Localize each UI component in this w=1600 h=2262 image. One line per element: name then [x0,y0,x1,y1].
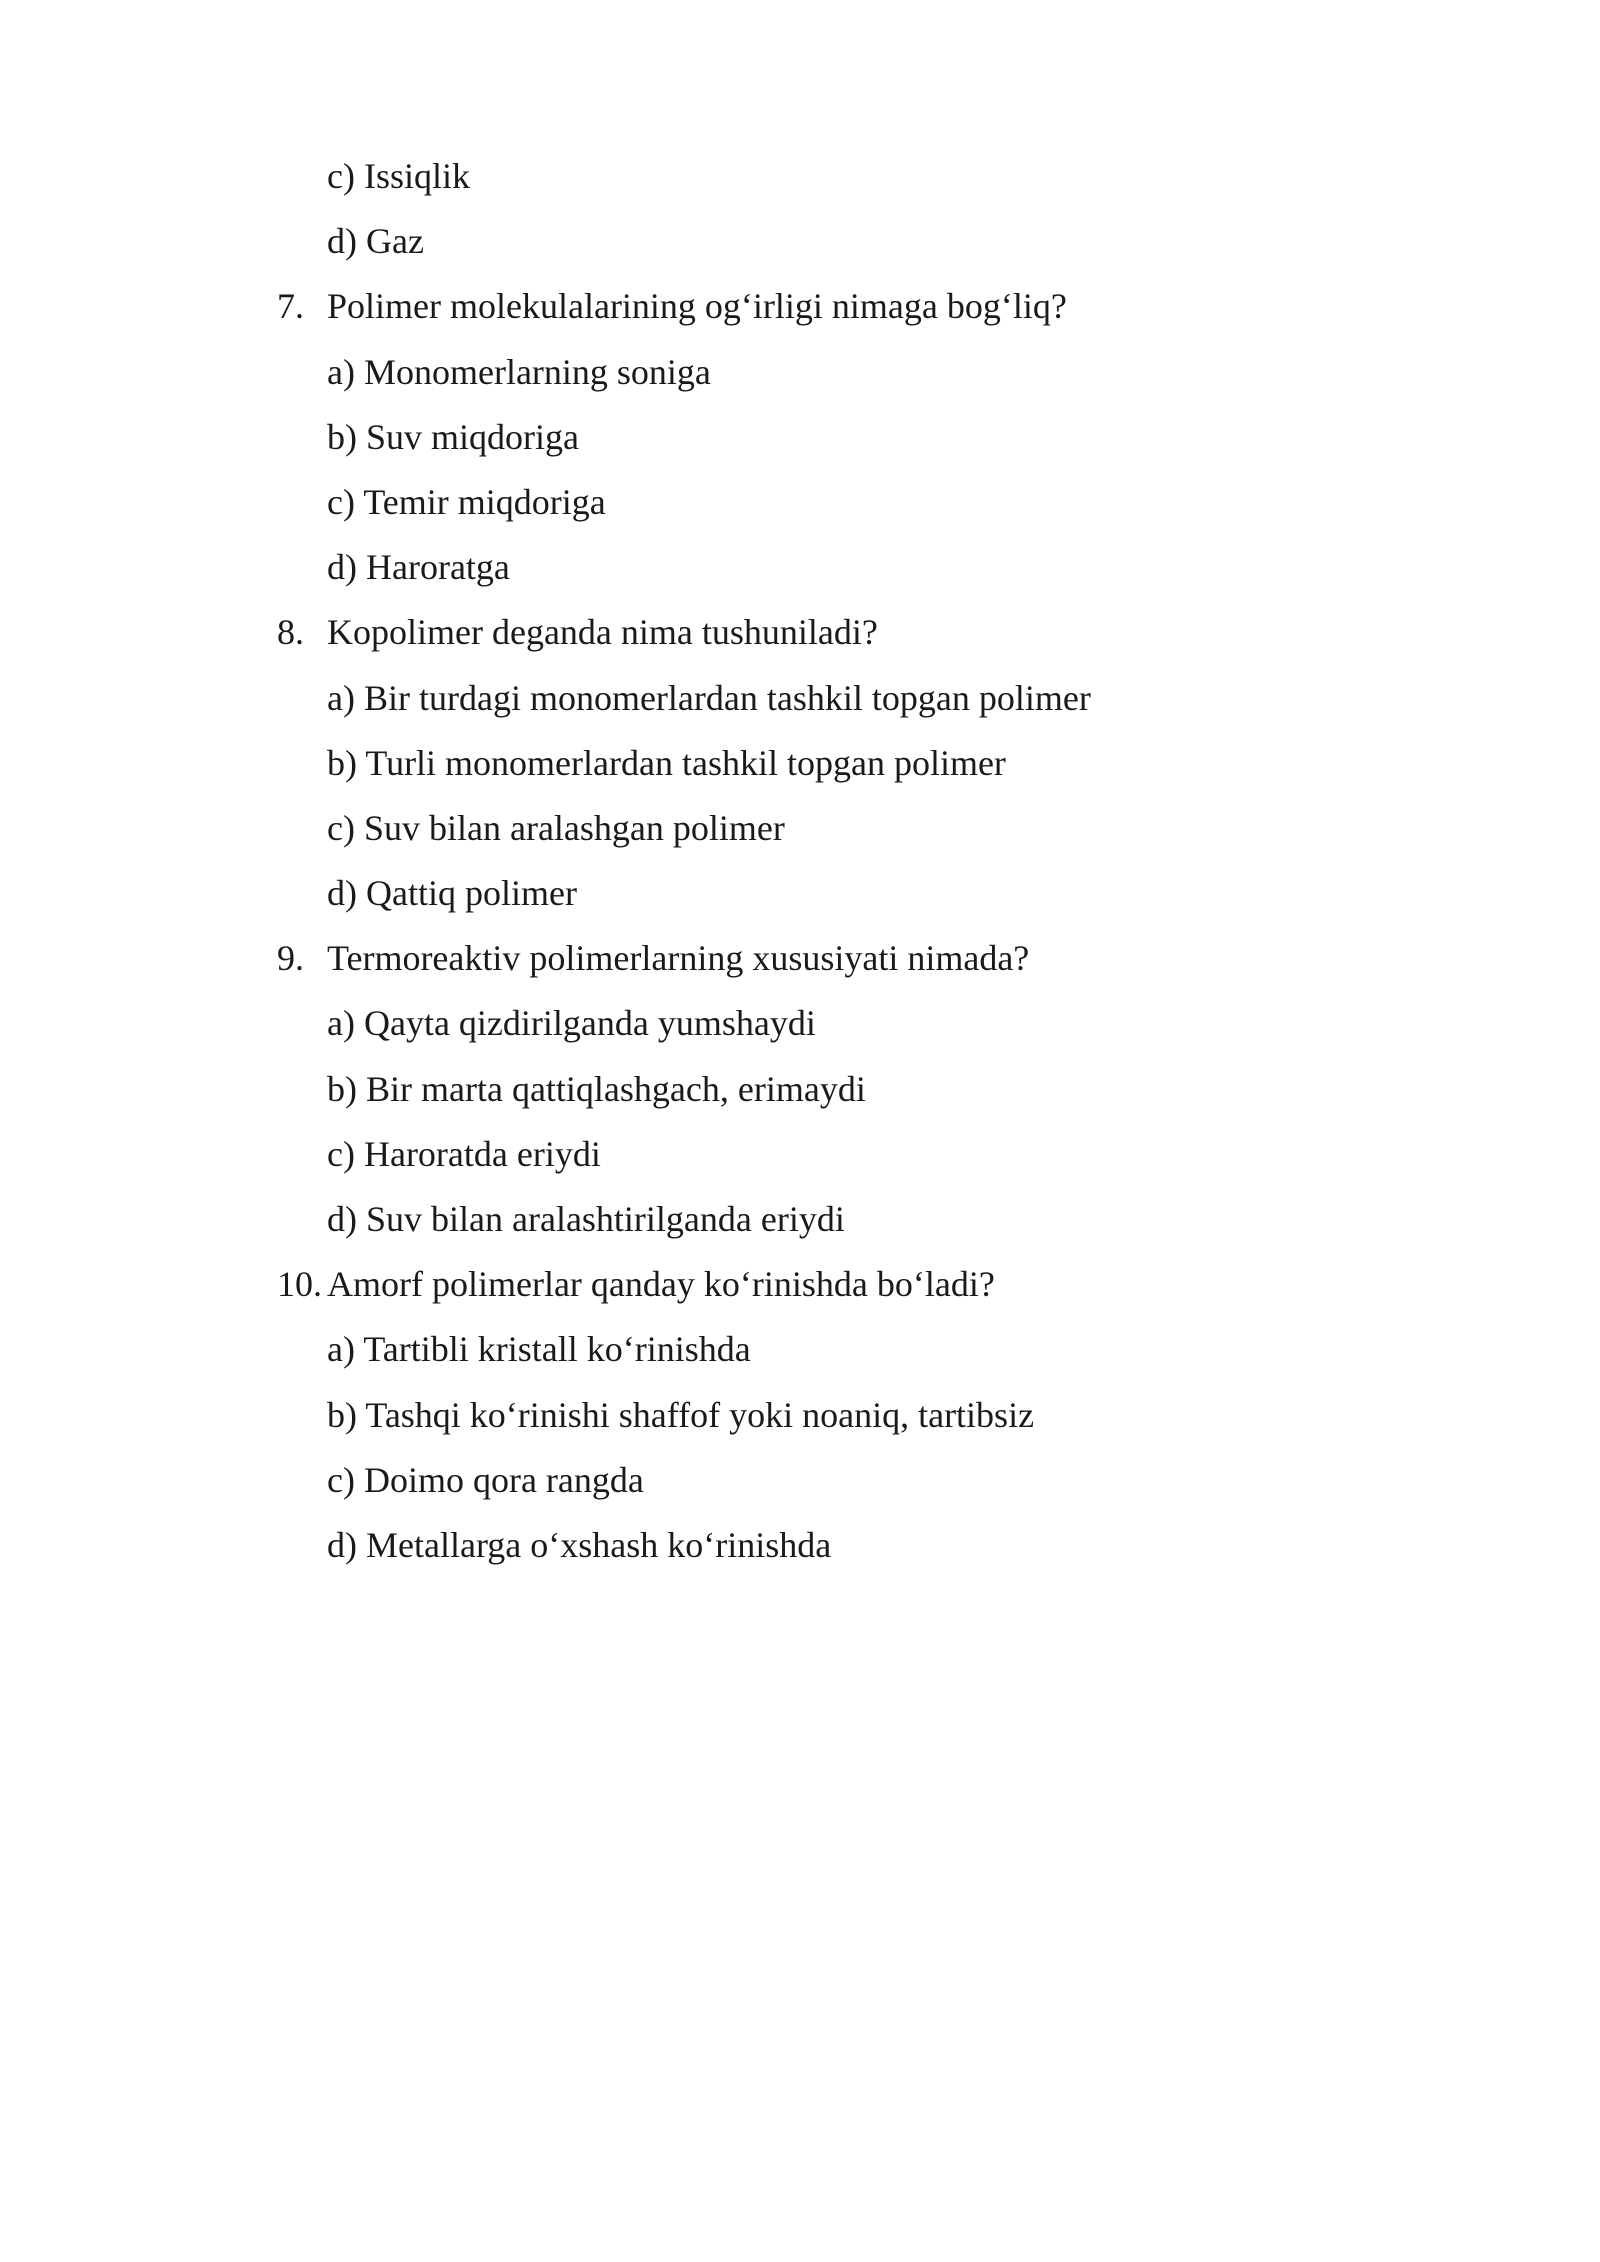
answer-option [0,1193,1600,1258]
question-number: 10. [277,1264,322,1305]
question-text: Polimer molekulalarining og‘irligi nimaga bog‘liq? [327,286,1067,327]
question-10 [0,1258,1600,1323]
answer-option-text: d) Metallarga o‘xshash ko‘rinishda [327,1524,832,1565]
answer-option [0,1519,1600,1584]
answer-option-text: a) Tartibli kristall ko‘rinishda [327,1329,751,1370]
answer-option-text: c) Haroratda eriydi [327,1133,601,1174]
answer-option-text: b) Bir marta qattiqlashgach, erimaydi [327,1068,866,1109]
answer-option-text: d) Qattiq polimer [327,873,577,914]
answer-option-text: d) Haroratga [327,547,510,588]
answer-option-text: b) Suv miqdoriga [327,416,579,457]
answer-option [0,150,1600,215]
answer-option [0,1323,1600,1388]
question-number: 8. [277,612,304,653]
answer-option-text: d) Gaz [327,221,424,262]
answer-option-text: b) Tashqi ko‘rinishi shaffof yoki noaniq, tartibsiz [327,1394,1035,1435]
answer-option [0,1063,1600,1128]
answer-option [0,1389,1600,1454]
question-text: Kopolimer deganda nima tushuniladi? [327,612,878,653]
answer-option [0,215,1600,280]
answer-option [0,672,1600,737]
answer-option [0,1454,1600,1519]
answer-option-text: c) Doimo qora rangda [327,1459,644,1500]
answer-option-text: b) Turli monomerlardan tashkil topgan polimer [327,742,1006,783]
answer-option [0,346,1600,411]
answer-option-text: a) Monomerlarning soniga [327,351,711,392]
answer-option [0,802,1600,867]
question-7 [0,280,1600,345]
question-9 [0,932,1600,997]
question-8 [0,606,1600,671]
question-number: 9. [277,938,304,979]
answer-option-text: c) Temir miqdoriga [327,481,606,522]
answer-option [0,737,1600,802]
answer-option [0,476,1600,541]
answer-option-text: a) Qayta qizdirilganda yumshaydi [327,1003,816,1044]
answer-option-text: d) Suv bilan aralashtirilganda eriydi [327,1199,845,1239]
question-number: 7. [277,286,304,327]
answer-option-text: a) Bir turdagi monomerlardan tashkil topgan polimer [327,677,1091,718]
answer-option-text: c) Suv bilan aralashgan polimer [327,807,785,848]
answer-option [0,867,1600,932]
answer-option [0,411,1600,476]
answer-option-text: c) Issiqlik [327,156,470,196]
answer-option [0,997,1600,1062]
answer-option [0,1128,1600,1193]
answer-option [0,541,1600,606]
question-list [0,150,1600,1584]
question-text: Termoreaktiv polimerlarning xususiyati nimada? [327,938,1030,979]
question-text: Amorf polimerlar qanday ko‘rinishda bo‘ladi? [327,1264,995,1305]
